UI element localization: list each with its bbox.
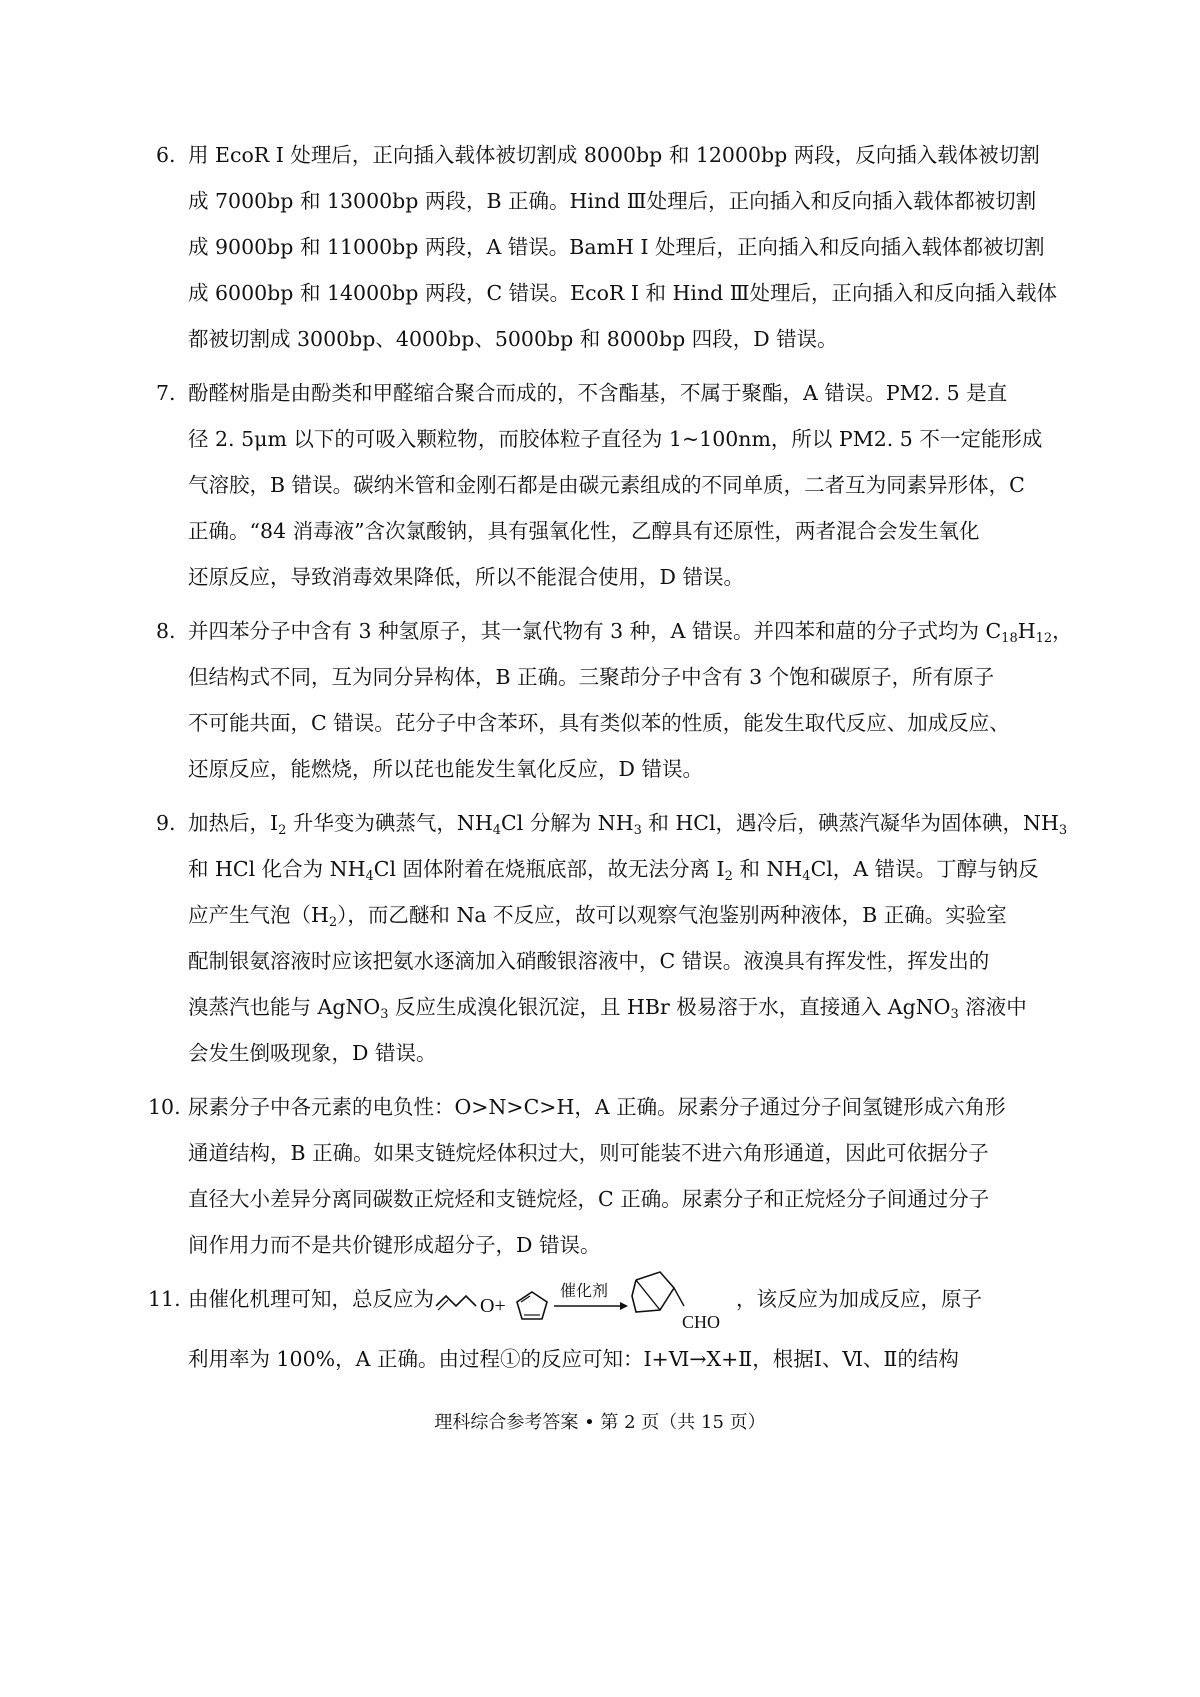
item-8-line-3: 不可能共面，C 错误。芘分子中含苯环，具有类似苯的性质，能发生取代反应、加成反应、 <box>188 711 1010 735</box>
item-8-line-4: 还原反应，能燃烧，所以芘也能发生氧化反应，D 错误。 <box>188 757 703 781</box>
item-6-line-4: 成 6000bp 和 14000bp 两段，C 错误。EcoR Ⅰ 和 Hind Ⅲ处理后，正向插入和反向插入载体 <box>188 281 1058 305</box>
item-11-line-2: 利用率为 100%，A 正确。由过程①的反应可知：Ⅰ+Ⅵ→X+Ⅱ，根据Ⅰ、Ⅵ、Ⅱ的结构 <box>188 1347 959 1371</box>
reaction-scheme <box>432 1262 732 1332</box>
item-9-line-4: 配制银氨溶液时应该把氨水逐滴加入硝酸银溶液中，C 错误。液溴具有挥发性，挥发出的 <box>188 949 990 973</box>
item-number: 10. <box>148 1095 181 1119</box>
product-bicycle <box>632 1272 674 1312</box>
product-group-label: CHO <box>682 1312 721 1332</box>
item-8-line-2: 但结构式不同，互为同分异构体，B 正确。三聚茚分子中含有 3 个饱和碳原子，所有原子 <box>188 665 995 689</box>
item-11-line-1b: ，该反应为加成反应，原子 <box>736 1287 982 1311</box>
catalyst-label: 催化剂 <box>560 1281 609 1300</box>
item-number: 6. <box>156 143 176 167</box>
item-9-line-1: 加热后，$I_2$ 升华变为碘蒸气，$NH_4Cl$ 分解为 $NH_3$ 和 HCl，遇冷后，碘蒸汽凝华为固体碘，$NH_3$ <box>188 811 1068 838</box>
item-10-line-2: 通道结构，B 正确。如果支链烷烃体积过大，则可能装不进六角形通道，因此可依据分子 <box>188 1141 989 1165</box>
item-8-line-1: 并四苯分子中含有 3 种氢原子，其一氯代物有 3 种，A 错误。并四苯和䓛的分子式均为 $C_{18}H_{12}$， <box>188 619 1073 646</box>
item-number: 11. <box>148 1287 181 1311</box>
item-7-line-2: 径 2. 5μm 以下的可吸入颗粒物，而胶体粒子直径为 1~100nm，所以 PM2. 5 不一定能形成 <box>188 427 1043 451</box>
item-7-line-3: 气溶胶，B 错误。碳纳米管和金刚石都是由碳元素组成的不同单质，二者互为同素异形体，C <box>188 473 1025 497</box>
item-6-line-3: 成 9000bp 和 11000bp 两段，A 错误。BamH Ⅰ 处理后，正向插入和反向插入载体都被切割 <box>188 235 1045 259</box>
item-number: 7. <box>156 381 176 405</box>
acrolein-skeleton <box>436 1296 476 1306</box>
item-7-line-5: 还原反应，导致消毒效果降低，所以不能混合使用，D 错误。 <box>188 565 744 589</box>
item-9-line-5: 溴蒸汽也能与 AgNO$_3$ 反应生成溴化银沉淀，且 HBr 极易溶于水，直接通入 AgNO$_3$ 溶液中 <box>188 995 1027 1022</box>
item-6-line-5: 都被切割成 3000bp、4000bp、5000bp 和 8000bp 四段，D 错误。 <box>188 327 838 351</box>
page-footer: 理科综合参考答案 • 第 2 页（共 15 页） <box>434 1412 766 1433</box>
item-7-line-1: 酚醛树脂是由酚类和甲醛缩合聚合而成的，不含酯基，不属于聚酯，A 错误。PM2. 5 是直 <box>188 381 1008 405</box>
reaction-plus: O+ <box>480 1295 506 1317</box>
item-9-line-2: 和 HCl 化合为 $NH_4Cl$ 固体附着在烧瓶底部，故无法分离 $I_2$ 和 $NH_4Cl$，A 错误。丁醇与钠反 <box>188 857 1039 884</box>
item-9-line-6: 会发生倒吸现象，D 错误。 <box>188 1041 437 1065</box>
item-9-line-3: 应产生气泡$(H_2)$，而乙醚和 Na 不反应，故可以观察气泡鉴别两种液体，B 正确。实验室 <box>188 903 1007 930</box>
item-10-line-3: 直径大小差异分离同碳数正烷烃和支链烷烃，C 正确。尿素分子和正烷烃分子间通过分子 <box>188 1187 990 1211</box>
item-number: 9. <box>156 811 176 835</box>
item-6-line-1: 用 EcoR Ⅰ 处理后，正向插入载体被切割成 8000bp 和 12000bp 两段，反向插入载体被切割 <box>188 143 1040 167</box>
item-6-line-2: 成 7000bp 和 13000bp 两段，B 正确。Hind Ⅲ处理后，正向插入和反向插入载体都被切割 <box>188 189 1037 213</box>
item-10-line-1: 尿素分子中各元素的电负性：O>N>C>H，A 正确。尿素分子通过分子间氢键形成六角形 <box>188 1095 1006 1119</box>
item-10-line-4: 间作用力而不是共价键形成超分子，D 错误。 <box>188 1233 601 1257</box>
item-11-line-1a: 由催化机理可知，总反应为 <box>188 1287 434 1311</box>
item-7-line-4: 正确。“84 消毒液”含次氯酸钠，具有强氧化性，乙醇具有还原性，两者混合会发生氧化 <box>188 519 980 543</box>
item-number: 8. <box>156 619 176 643</box>
